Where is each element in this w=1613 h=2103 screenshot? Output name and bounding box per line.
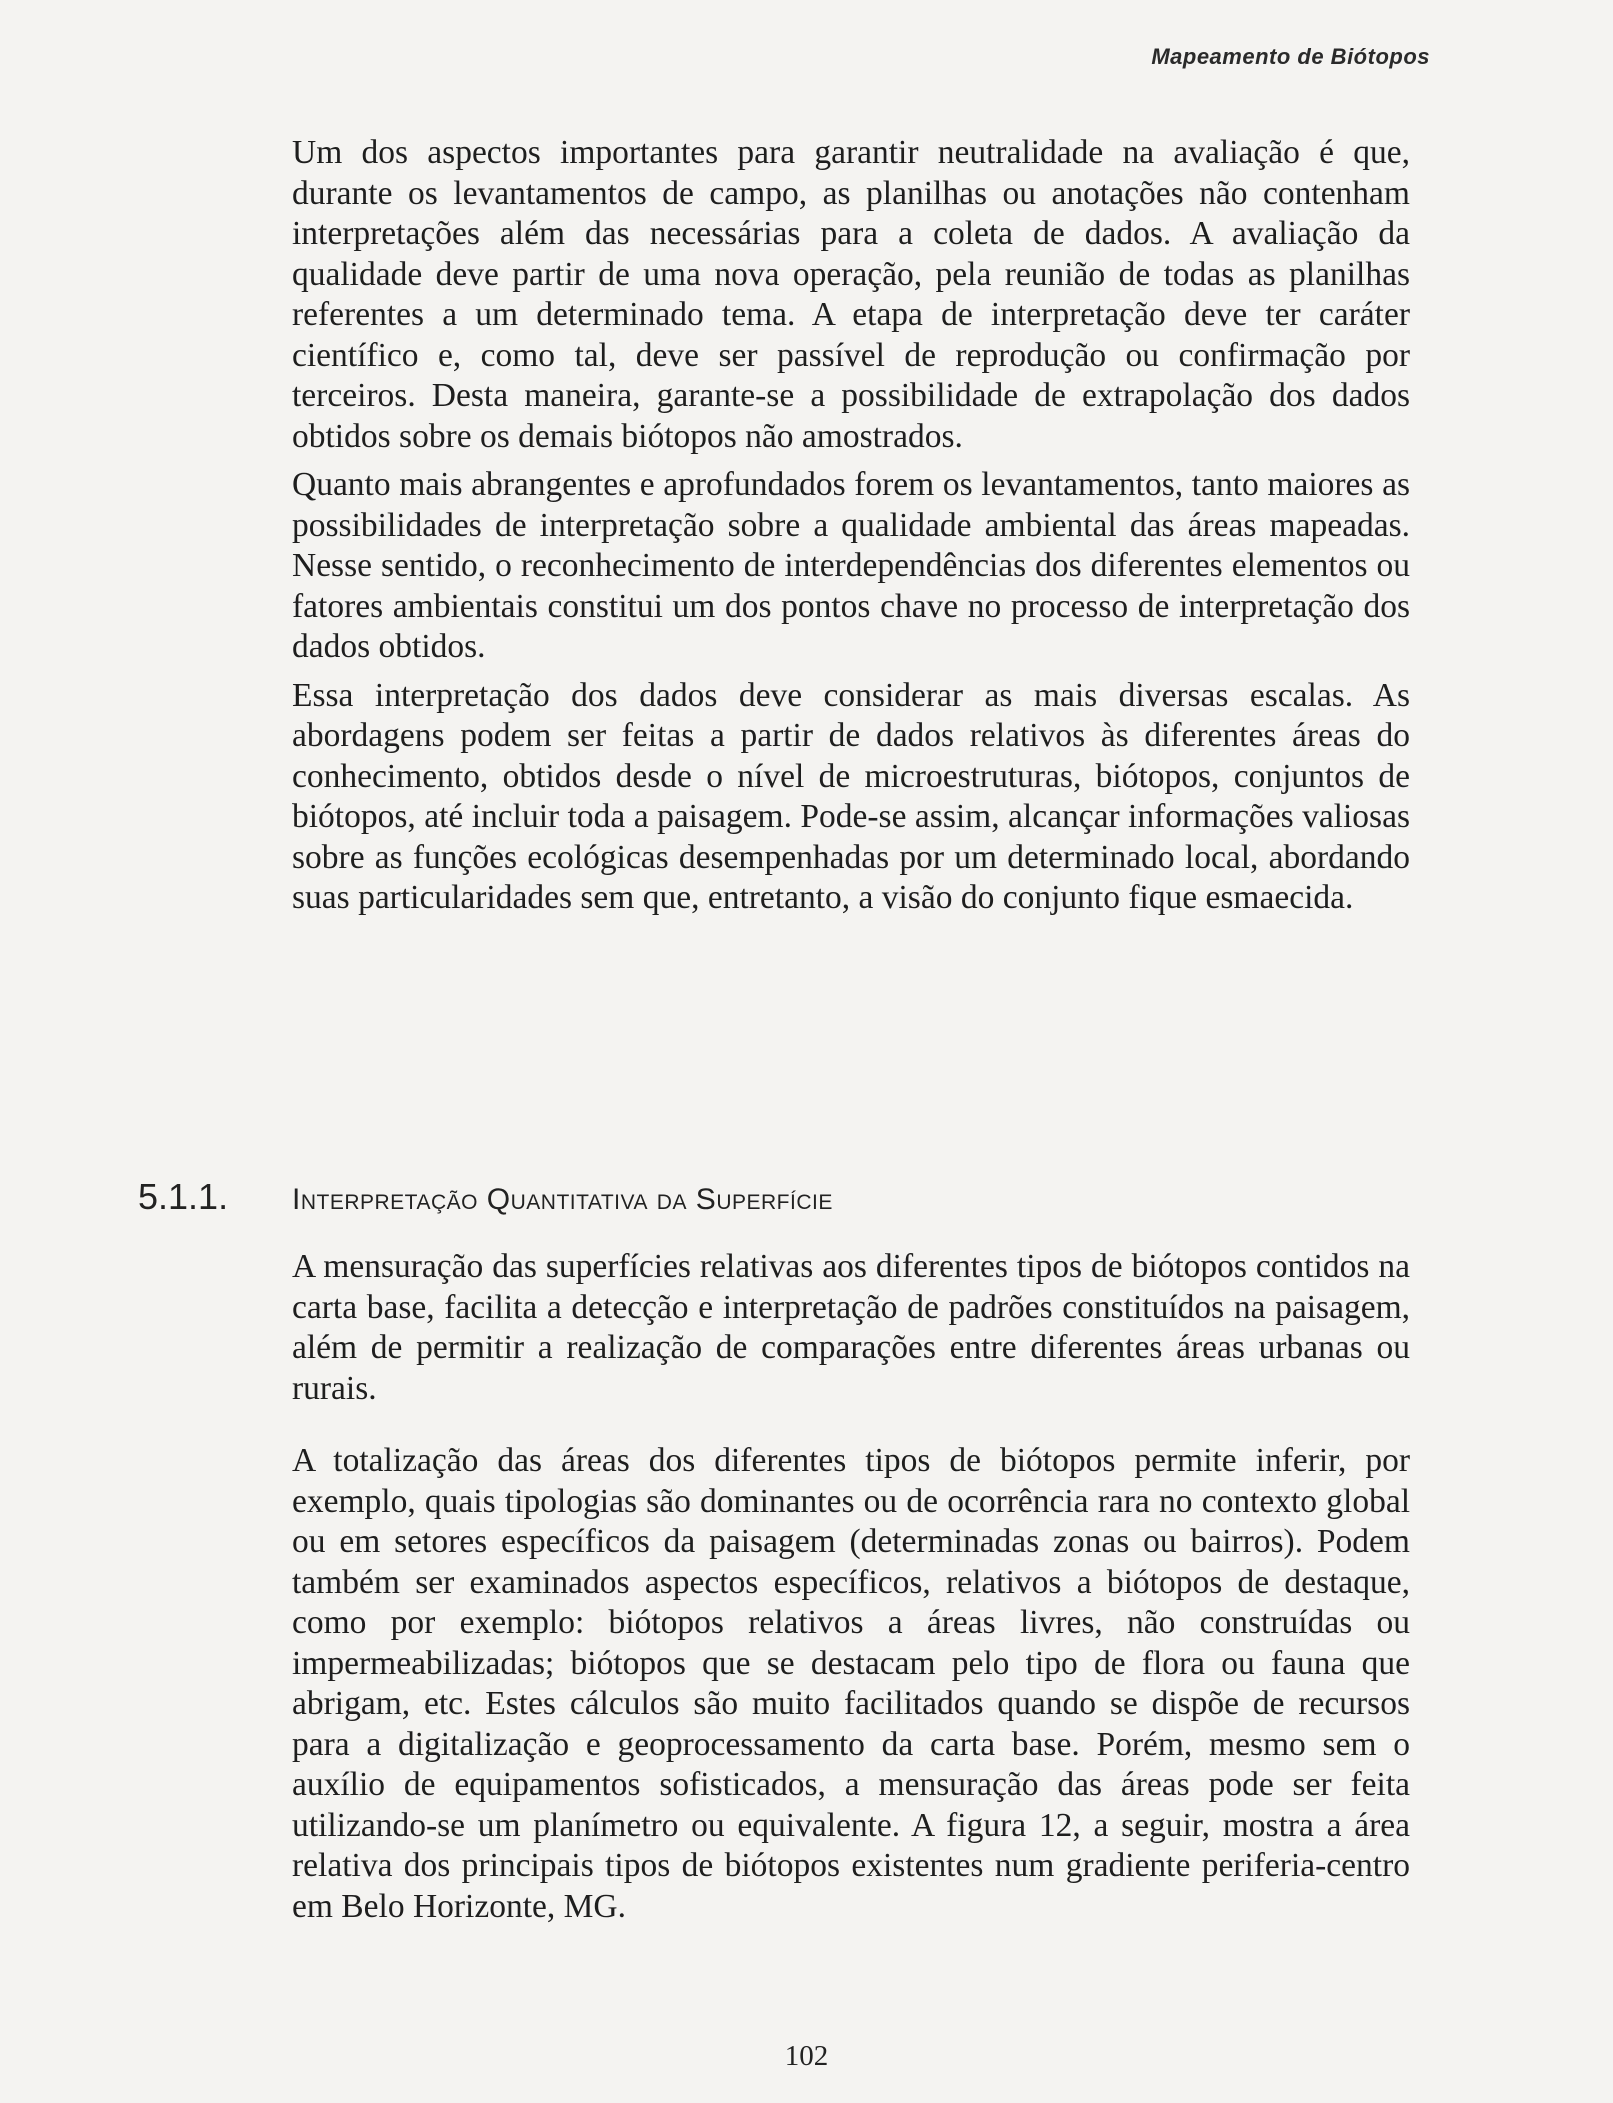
section-title: Interpretação Quantitativa da Superfície bbox=[292, 1183, 833, 1216]
page-number: 102 bbox=[784, 2040, 829, 2072]
paragraph-area-totals: A totalização das áreas dos diferentes tipos de biótopos permite inferir, por exemplo, quais tipologias são dominantes ou de ocorrência rara no contexto global ou em setores específicos da paisagem (determinadas zonas ou bairros). Podem também ser examinados aspectos específicos, relativos a biótopos de destaque, como por exemplo: biótopos relativos a áreas livres, não construídas ou impermeabilizadas; biótopos que se destacam pelo tipo de flora ou fauna que abrigam, etc. Estes cálculos são muito facilitados quando se dispõe de recursos para a digitalização e geoprocessamento da carta base. Porém, mesmo sem o auxílio de equipamentos sofisticados, a mensuração das áreas pode ser feita utilizando-se um planímetro ou equivalente. A figura 12, a seguir, mostra a área relativa dos principais tipos de biótopos existentes num gradiente periferia-centro em Belo Horizonte, MG. bbox=[292, 1442, 1410, 1925]
section-number: 5.1.1. bbox=[138, 1176, 229, 1217]
paragraph-surface-measurement: A mensuração das superfícies relativas aos diferentes tipos de biótopos contidos na carta base, facilita a detecção e interpretação de padrões constituídos na paisagem, além de permitir a realização de comparações entre diferentes áreas urbanas ou rurais. bbox=[292, 1248, 1410, 1407]
body-text-section bbox=[292, 1247, 1410, 1935]
section-heading bbox=[138, 1176, 1418, 1218]
paragraph-survey-depth: Quanto mais abrangentes e aprofundados forem os levantamentos, tanto maiores as possibilidades de interpretação sobre a qualidade ambiental das áreas mapeadas. Nesse sentido, o reconhecimento de interdependências dos diferentes elementos ou fatores ambientais constitui um dos pontos chave no processo de interpretação dos dados obtidos. bbox=[292, 466, 1410, 665]
paragraph-neutrality: Um dos aspectos importantes para garantir neutralidade na avaliação é que, durante os levantamentos de campo, as planilhas ou anotações não contenham interpretações além das necessárias para a coleta de dados. A avaliação da qualidade deve partir de uma nova operação, pela reunião de todas as planilhas referentes a um determinado tema. A etapa de interpretação deve ter caráter científico e, como tal, deve ser passível de reprodução ou confirmação por terceiros. Desta maneira, garante-se a possibilidade de extrapolação dos dados obtidos sobre os demais biótopos não amostrados. bbox=[292, 134, 1410, 455]
body-text-top bbox=[292, 133, 1410, 927]
paragraph-scales: Essa interpretação dos dados deve considerar as mais diversas escalas. As abordagens podem ser feitas a partir de dados relativos às diferentes áreas do conhecimento, obtidos desde o nível de microestruturas, biótopos, conjuntos de biótopos, até incluir toda a paisagem. Pode-se assim, alcançar informações valiosas sobre as funções ecológicas desempenhadas por um determinado local, abordando suas particularidades sem que, entretanto, a visão do conjunto fique esmaecida. bbox=[292, 676, 1410, 916]
running-header: Mapeamento de Biótopos bbox=[1151, 44, 1430, 69]
